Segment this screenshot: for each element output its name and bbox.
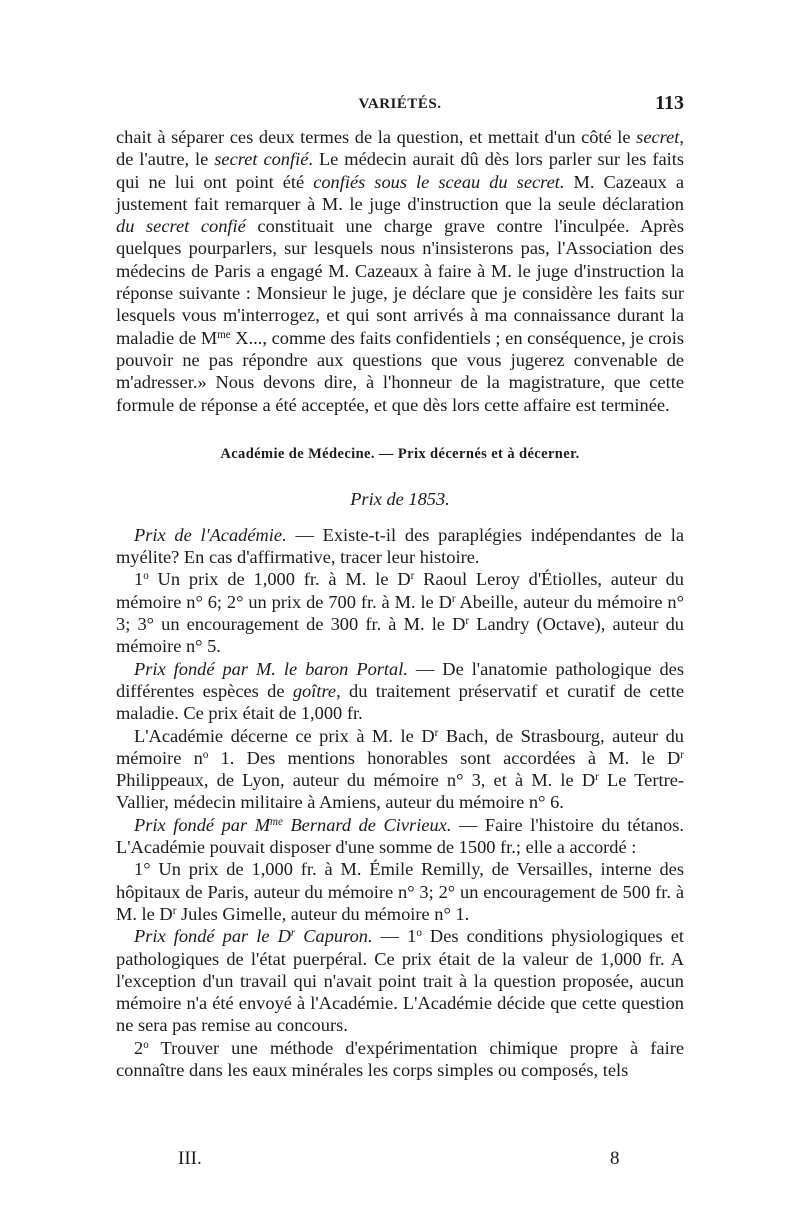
text-run: — Existe-t-il des paraplégies indépendantes de la myélite? En cas d'affirmative, tracer leur histoire. — [116, 524, 685, 568]
text-run: . Le médecin aurait dû dès lors parler sur les faits qui ne lui ont point été — [116, 149, 684, 192]
italic-run: secret confié — [214, 149, 309, 170]
text-run: Abeille, auteur du mémoire n° 3; 3° un encouragement de 300 fr. à M. le D — [116, 591, 684, 635]
italic-run: secret — [636, 127, 680, 147]
paragraph-methode-experimentation — [116, 1037, 684, 1082]
paragraph-prix-capuron — [116, 925, 684, 1036]
text-block-2 — [116, 524, 684, 1081]
text-run: , de l'autre, le — [116, 127, 684, 170]
text-run: Landry (Octave), auteur du mémoire n° 5. — [116, 614, 684, 657]
superscript: o — [143, 570, 149, 583]
superscript: o — [143, 1038, 149, 1051]
text-run: Bach, de Strasbourg, auteur du mémoire n — [116, 725, 684, 768]
text-run: constituait une charge grave contre l'inculpée. Après quelques pourparlers, sur lesquels nous n'insisterons pas, l'Association des médecins de Paris a engagé M. Cazeaux à faire à M. le juge d'instruction la réponse suivante : Monsieur le juge, je déclare que je considère les faits sur lesquels vous m'interrogez, et qui sont arrivés à ma connaissance durant la maladie de M — [116, 216, 684, 348]
page-header — [116, 92, 684, 126]
section-heading: Académie de Médecine. — Prix décernés et à décerner. — [220, 445, 580, 462]
text-run: Des conditions physiologiques et pathologiques de l'état puerpéral. Ce prix était de la valeur de 1,000 fr. A l'exception d'un travail qui n'avait point trait à la question proposée, aucun mémoire n'a été envoyé à l'Académie. L'Académie décide que cette question ne sera pas remise au concours. — [116, 926, 684, 1036]
paragraph-prix-academie — [116, 524, 684, 569]
italic-run: confiés sous le sceau du secret. — [313, 171, 565, 192]
superscript: o — [416, 927, 422, 940]
text-run: — De l'anatomie pathologique des différentes espèces de — [116, 658, 685, 701]
text-run: Jules Gimelle, auteur du mémoire n° 1. — [176, 903, 470, 924]
page-number: 113 — [655, 92, 684, 114]
superscript: o — [202, 748, 209, 761]
italic-run: goître — [292, 680, 337, 701]
superscript: r — [290, 927, 296, 940]
text-run: L'Académie décerne ce prix à M. le D — [134, 725, 435, 746]
italic-run: Prix de l'Académie. — [134, 524, 287, 545]
superscript: r — [595, 771, 599, 784]
paragraph-secret — [116, 126, 684, 416]
superscript: r — [465, 614, 470, 627]
text-run: Un prix de 1,000 fr. à M. le D — [148, 569, 411, 590]
text-run: 2 — [134, 1037, 144, 1058]
italic-run: Capuron. — [295, 926, 373, 947]
text-run: Le Tertre-Vallier, médecin militaire à Amiens, auteur du mémoire n° 6. — [116, 770, 684, 813]
text-run: — 1 — [372, 926, 417, 947]
italic-run: du secret confié — [116, 216, 246, 237]
text-run: 1° Un prix de 1,000 fr. à M. Émile Remilly, de Versailles, interne des hôpitaux de Paris, auteur du mémoire n° 3; 2° un encouragement de 500 fr. à M. le D — [116, 859, 684, 924]
subheading-text: Prix de 1853. — [350, 488, 450, 509]
italic-run: Bernard de Civrieux. — [282, 814, 452, 835]
text-run: Raoul Leroy d'Étiolles, auteur du mémoire n° 6; 2° un prix de 700 fr. à M. le D — [116, 569, 684, 612]
superscript: r — [172, 904, 177, 917]
text-run: , du traitement préservatif et curatif de cette maladie. Ce prix était de 1,000 fr. — [116, 680, 684, 724]
text-run: Philippeaux, de Lyon, auteur du mémoire n° 3, et à M. le D — [116, 770, 596, 791]
text-run: chait à séparer ces deux termes de la question, et mettait d'un côté le — [116, 127, 637, 147]
paragraph-laureats-academie — [116, 568, 684, 657]
text-run: X..., comme des faits confidentiels ; en conséquence, je crois pouvoir ne pas répondre aux questions que vous jugerez convenable de m'adresser.» Nous devons dire, à l'honneur de la magistrature, que cette formule de réponse a été acceptée, et que dès lors cette affaire est terminée. — [116, 327, 684, 415]
italic-run: Prix fondé par le D — [134, 926, 291, 947]
subheading — [116, 489, 684, 510]
signature-mark: III. — [178, 1148, 202, 1169]
text-run: 1 — [134, 569, 144, 590]
superscript: r — [451, 592, 456, 605]
text-run: 1. Des mentions honorables sont accordées à M. le D — [208, 747, 681, 768]
superscript: r — [434, 726, 439, 739]
book-page — [116, 92, 685, 1081]
text-run: M. Cazeaux a justement fait remarquer à M. le juge d'instruction que la seule déclaration — [116, 171, 684, 214]
italic-run: Prix fondé par M. le baron Portal. — [134, 658, 408, 679]
superscript: r — [410, 570, 415, 583]
paragraph-prix-portal — [116, 658, 684, 725]
signature-number: 8 — [610, 1148, 620, 1169]
text-block-1 — [116, 126, 684, 416]
paragraph-laureats-portal — [116, 725, 684, 814]
italic-run: Prix fondé par M — [134, 814, 271, 835]
superscript: r — [680, 748, 684, 761]
running-title: VARIÉTÉS. — [358, 96, 442, 112]
paragraph-prix-civrieux — [116, 814, 684, 859]
text-run: — Faire l'histoire du tétanos. L'Académie pouvait disposer d'une somme de 1500 fr.; elle a accordé : — [116, 814, 684, 858]
paragraph-laureats-civrieux — [116, 858, 684, 925]
text-run: Trouver une méthode d'expérimentation chimique propre à faire connaître dans les eaux minérales les corps simples ou composés, tels — [116, 1037, 684, 1080]
superscript: me — [270, 815, 283, 828]
superscript: me — [217, 328, 231, 341]
